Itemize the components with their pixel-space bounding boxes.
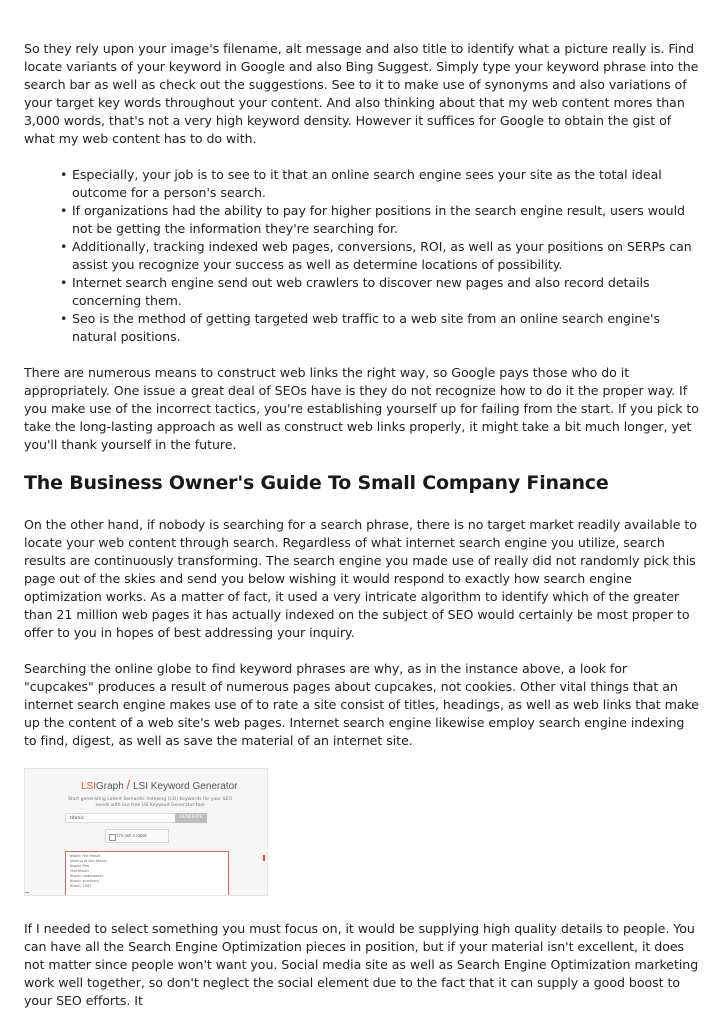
lsi-graph-logo: LSIGraph / LSI Keyword Generator: [81, 777, 238, 792]
edge-dash: [25, 892, 29, 893]
result-item: titanic the movie: [70, 854, 101, 858]
logo-title: LSI Keyword Generator: [133, 781, 238, 792]
result-item: titanic film: [70, 864, 90, 868]
paragraph-search-phrase: On the other hand, if nobody is searching for a search phrase, there is no target market readily available to locate your web content through search. Regardless of what internet search engine you utilize, search results are continuously transforming. The search engine you made use of really did not randomly pick this page out of the skies and send you below wishing it would respond to exactly how search engine optimization works. As a matter of fact, it used a very intricate algorithm to identify which of the greater than 21 million web pages it has actually indexed on the subject of SEO would certainly be most proper to offer to you in hopes of best addressing your inquiry.: [24, 517, 697, 640]
checkbox-icon: [109, 834, 116, 841]
result-item: sinking of the titanic: [70, 859, 107, 863]
captcha-label: I'm not a robot: [117, 833, 147, 838]
bullet-item: • Internet search engine send out web crawlers to discover new pages and also record details concerning them.: [72, 274, 700, 310]
screenshot-tagline: Start generating Latent Semantic Indexing (LSI) Keywords for your SEO needs with our free LSI Keyword Generator tool: [68, 797, 232, 808]
bullet-list: [24, 166, 700, 346]
paragraph-intro: So they rely upon your image's filename, alt message and also title to identify what a picture really is. Find locate variants of your keyword in Google and also Bing Suggest. Simply type your keyword phrase into the search bar as well as check out the suggestions. See to it to make use of synonyms and also variations of your target key words throughout your content. And also thinking about that my web content mores than 3,000 words, that's not a very high keyword density. However it suffices for Google to obtain the gist of what my web content has to do with.: [24, 41, 699, 146]
screenshot-search-field: titanic: [65, 813, 195, 823]
screenshot-generate-button: GENERATE: [175, 813, 207, 823]
result-item: titanic survivors: [70, 879, 99, 883]
paragraph-keywords: Searching the online globe to find keyword phrases are why, as in the instance above, a look for "cupcakes" produces a result of numerous pages about cupcakes, not cookies. Other vital things that an internet search engine makes use of to rate a site consist of titles, headings, as well as web links that make up the content of a web site's web pages. Internet search engine likewise employ search engine indexing to find, digest, as well as save the material of an internet site.: [24, 661, 700, 748]
logo-brand-rest: Graph: [96, 781, 124, 792]
bullet-item: • If organizations had the ability to pay for higher positions in the search engine result, users would not be getting the information they're searching for.: [72, 202, 700, 238]
result-item: titanic underwater: [70, 874, 104, 878]
logo-brand: LSI: [81, 781, 97, 792]
section-heading: The Business Owner's Guide To Small Company Finance: [24, 472, 609, 494]
bullet-item: • Especially, your job is to see to it that an online search engine sees your site as the total ideal outcome for a person's search.: [72, 166, 700, 202]
screenshot-captcha: [105, 829, 169, 843]
scroll-marker: [263, 855, 265, 861]
paragraph-links: There are numerous means to construct web links the right way, so Google pays those who do it appropriately. One issue a great deal of SEOs have is they do not recognize how to do it the proper way. If you make use of the incorrect tactics, you're establishing yourself up for failing from the start. If you pick to take the long-lasting approach as well as construct web links properly, it might take a bit much longer, yet you'll thank yourself in the future.: [24, 365, 699, 452]
bullet-item: • Additionally, tracking indexed web pages, conversions, ROI, as well as your positions on SERPs can assist you recognize your success as well as determine locations of possibility.: [72, 238, 700, 274]
lsi-graph-screenshot: [24, 768, 268, 896]
result-item: real titanic: [70, 869, 90, 873]
result-item: titanic 1997: [70, 884, 92, 888]
bullet-item: • Seo is the method of getting targeted web traffic to a web site from an online search engine's natural positions.: [72, 310, 700, 346]
article-body: [24, 40, 700, 1028]
paragraph-quality: If I needed to select something you must focus on, it would be supplying high quality details to people. You can have all the Search Engine Optimization pieces in position, but if your material isn't excellent, it does not matter since people won't want you. Social media site as well as Search Engine Optimization marketing work well together, so don't neglect the social element due to the fact that it can supply a good boost to your SEO efforts. It: [24, 921, 699, 1008]
screenshot-results-list: [65, 851, 229, 896]
